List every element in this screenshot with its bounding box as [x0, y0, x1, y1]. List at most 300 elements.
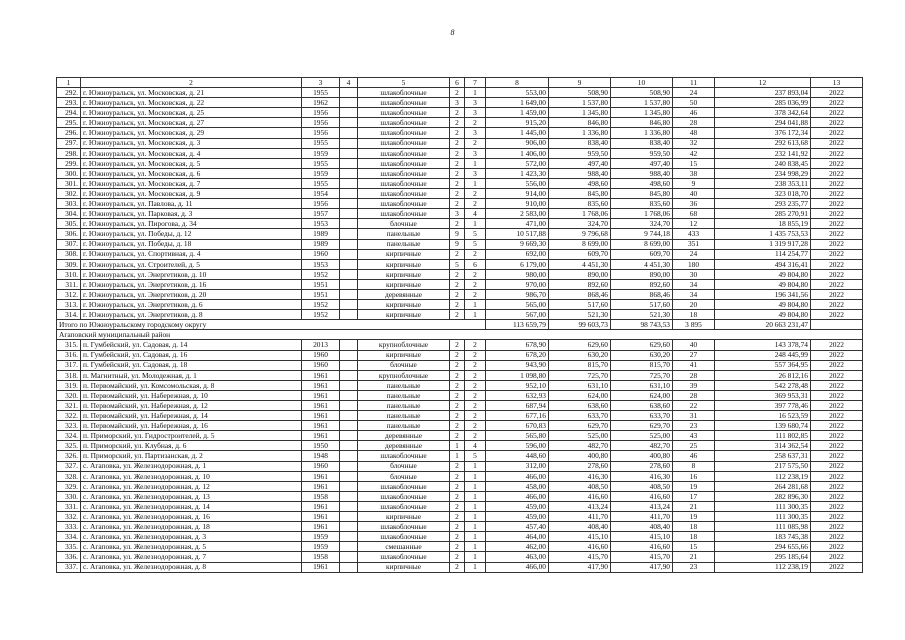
table-cell: 1 336,80	[549, 128, 611, 138]
table-cell: 2022	[811, 168, 863, 178]
table-cell: 725,70	[549, 370, 611, 380]
table-row	[57, 431, 863, 441]
table-cell: 3	[465, 128, 486, 138]
table-cell: 32	[673, 138, 715, 148]
table-cell: 464,00	[486, 532, 549, 542]
table-cell	[340, 370, 358, 380]
table-row	[57, 148, 863, 158]
table-cell: 217 575,50	[715, 461, 811, 471]
table-cell: г. Южноуральск, ул. Парковая, д. 3	[81, 209, 302, 219]
table-cell	[340, 350, 358, 360]
table-cell: г. Южноуральск, ул. Энергетиков, д. 16	[81, 279, 302, 289]
table-cell: 112 238,19	[715, 471, 811, 481]
table-cell: 1961	[302, 471, 340, 481]
table-cell: кирпичные	[358, 259, 450, 269]
table-cell: 835,60	[549, 199, 611, 209]
table-cell	[340, 168, 358, 178]
table-cell: 293 235,77	[715, 199, 811, 209]
table-cell: 1989	[302, 239, 340, 249]
table-cell: 2022	[811, 98, 863, 108]
table-cell: 9	[673, 178, 715, 188]
table-cell	[340, 279, 358, 289]
table-cell: 5	[358, 78, 450, 88]
table-cell: 2	[450, 481, 465, 491]
table-cell: 24	[673, 249, 715, 259]
table-cell: 11	[673, 78, 715, 88]
table-cell: 1955	[302, 138, 340, 148]
table-cell	[340, 128, 358, 138]
table-cell: 15	[673, 158, 715, 168]
table-cell: 1952	[302, 269, 340, 279]
table-cell: 9 744,18	[611, 229, 673, 239]
table-cell: 327.	[57, 461, 81, 471]
table-cell: 411,70	[549, 512, 611, 522]
table-cell: п. Первомайский, ул. Комсомольская, д. 8	[81, 380, 302, 390]
table-cell: г. Южноуральск, ул. Московская, д. 29	[81, 128, 302, 138]
table-row	[57, 88, 863, 98]
table-cell: 2022	[811, 300, 863, 310]
table-cell: 1989	[302, 229, 340, 239]
table-cell: 319.	[57, 380, 81, 390]
table-cell: 416,60	[549, 542, 611, 552]
table-cell: 40	[673, 340, 715, 350]
table-cell: 1	[465, 88, 486, 98]
table-cell: 2	[450, 289, 465, 299]
table-cell: 2	[450, 350, 465, 360]
table-cell: п. Первомайский, ул. Набережная, д. 16	[81, 421, 302, 431]
table-cell: 5	[465, 451, 486, 461]
table-cell: 525,00	[611, 431, 673, 441]
table-row	[57, 360, 863, 370]
table-cell: 416,60	[611, 542, 673, 552]
table-cell: 1959	[302, 168, 340, 178]
table-cell: 23	[673, 421, 715, 431]
table-cell: 517,60	[611, 300, 673, 310]
table-cell: 1 649,00	[486, 98, 549, 108]
table-cell: 2022	[811, 360, 863, 370]
section-row	[57, 330, 863, 340]
table-cell: 1957	[302, 209, 340, 219]
table-row	[57, 219, 863, 229]
table-cell: 448,60	[486, 451, 549, 461]
table-cell: 1	[450, 441, 465, 451]
table-cell: Итого по Южноуральскому городскому округу	[57, 320, 486, 330]
table-cell: 8	[673, 461, 715, 471]
table-cell: 980,00	[486, 269, 549, 279]
table-cell: 1952	[302, 310, 340, 320]
table-cell: с. Агаповка, ул. Железнодорожная, д. 16	[81, 512, 302, 522]
table-cell: 5	[465, 229, 486, 239]
table-cell: 565,80	[486, 431, 549, 441]
table-cell: 26 812,16	[715, 370, 811, 380]
table-cell: 959,50	[611, 148, 673, 158]
table-cell: 2	[450, 88, 465, 98]
table-cell: 2	[465, 380, 486, 390]
table-cell: 3	[465, 98, 486, 108]
table-cell: кирпичные	[358, 350, 450, 360]
table-cell: 2	[465, 269, 486, 279]
table-cell	[340, 491, 358, 501]
table-cell: 1951	[302, 289, 340, 299]
table-cell: 12	[715, 78, 811, 88]
table-cell: 2022	[811, 340, 863, 350]
table-cell	[340, 451, 358, 461]
table-cell: 321.	[57, 401, 81, 411]
table-cell: 16 523,59	[715, 411, 811, 421]
table-cell: 294.	[57, 108, 81, 118]
table-cell: шлакоблочные	[358, 481, 450, 491]
table-cell: 278,60	[611, 461, 673, 471]
table-cell: 892,60	[549, 279, 611, 289]
table-cell: 278,60	[549, 461, 611, 471]
table-cell: 892,60	[611, 279, 673, 289]
table-cell: 725,70	[611, 370, 673, 380]
table-row	[57, 370, 863, 380]
table-cell: 415,70	[549, 552, 611, 562]
table-cell: 845,80	[611, 189, 673, 199]
table-cell: 970,00	[486, 279, 549, 289]
table-cell: 36	[673, 199, 715, 209]
table-cell: 914,00	[486, 189, 549, 199]
table-cell: 482,70	[549, 441, 611, 451]
table-cell: 326.	[57, 451, 81, 461]
table-cell: 312,00	[486, 461, 549, 471]
table-cell: 28	[673, 370, 715, 380]
table-cell: 46	[673, 451, 715, 461]
table-cell: п. Приморский, ул. Гидростроителей, д. 5	[81, 431, 302, 441]
table-row	[57, 178, 863, 188]
table-cell	[340, 380, 358, 390]
table-cell: 988,40	[549, 168, 611, 178]
table-cell: 7	[465, 78, 486, 88]
table-cell: 416,30	[549, 471, 611, 481]
table-cell: 417,90	[611, 562, 673, 572]
table-cell: 42	[673, 148, 715, 158]
table-cell: 248 445,99	[715, 350, 811, 360]
table-cell: 2	[450, 390, 465, 400]
table-cell: 845,80	[549, 189, 611, 199]
table-cell: 633,70	[611, 411, 673, 421]
table-row	[57, 491, 863, 501]
table-cell: 68	[673, 209, 715, 219]
table-cell: 1955	[302, 88, 340, 98]
table-cell: 415,70	[611, 552, 673, 562]
table-cell: 302.	[57, 189, 81, 199]
table-cell: 2022	[811, 88, 863, 98]
table-cell: 2	[450, 471, 465, 481]
table-cell: 408,40	[611, 522, 673, 532]
table-cell: 629,60	[611, 340, 673, 350]
table-cell: 408,50	[549, 481, 611, 491]
table-cell: 309.	[57, 259, 81, 269]
table-cell: 1953	[302, 259, 340, 269]
table-cell: 846,80	[611, 118, 673, 128]
table-cell: 890,00	[549, 269, 611, 279]
table-cell: 298.	[57, 148, 81, 158]
table-cell	[340, 501, 358, 511]
table-cell: г. Южноуральск, ул. Московская, д. 9	[81, 189, 302, 199]
table-cell: 99 603,73	[549, 320, 611, 330]
table-cell: 1	[465, 158, 486, 168]
table-cell: 9 796,68	[549, 229, 611, 239]
table-cell: 1952	[302, 300, 340, 310]
table-cell: 264 281,68	[715, 481, 811, 491]
table-cell: 1961	[302, 501, 340, 511]
table-cell: 2	[450, 542, 465, 552]
table-cell: 297.	[57, 138, 81, 148]
table-row	[57, 390, 863, 400]
table-cell: г. Южноуральск, ул. Победы, д. 18	[81, 239, 302, 249]
table-cell: 2	[465, 279, 486, 289]
table-cell: 6	[450, 78, 465, 88]
table-cell: 1960	[302, 461, 340, 471]
table-cell: г. Южноуральск, ул. Пирогова, д. 34	[81, 219, 302, 229]
table-cell: 306.	[57, 229, 81, 239]
table-cell: 39	[673, 380, 715, 390]
table-cell: 1956	[302, 118, 340, 128]
table-cell: п. Приморский, ул. Клубная, д. 6	[81, 441, 302, 451]
table-cell: 2	[450, 522, 465, 532]
table-cell: 1961	[302, 390, 340, 400]
table-cell: с. Агаповка, ул. Железнодорожная, д. 3	[81, 532, 302, 542]
table-cell: 8	[486, 78, 549, 88]
table-cell: п. Приморский, ул. Партизанская, д. 2	[81, 451, 302, 461]
table-cell: 1961	[302, 411, 340, 421]
table-cell: 497,40	[611, 158, 673, 168]
table-cell: 2022	[811, 118, 863, 128]
table-cell: 2	[465, 199, 486, 209]
table-cell: деревянные	[358, 431, 450, 441]
table-cell: 1961	[302, 401, 340, 411]
table-cell: 378 342,64	[715, 108, 811, 118]
table-cell: 411,70	[611, 512, 673, 522]
table-cell: 22	[673, 401, 715, 411]
table-cell: 2022	[811, 431, 863, 441]
table-cell: 351	[673, 239, 715, 249]
table-cell: 462,00	[486, 542, 549, 552]
table-cell: крупноблочные	[358, 370, 450, 380]
table-cell: с. Агаповка, ул. Железнодорожная, д. 14	[81, 501, 302, 511]
table-cell	[340, 249, 358, 259]
table-cell: шлакоблочные	[358, 532, 450, 542]
table-cell: с. Агаповка, ул. Железнодорожная, д. 1	[81, 461, 302, 471]
table-cell: 1 435 753,53	[715, 229, 811, 239]
table-cell: 466,00	[486, 562, 549, 572]
table-cell: 18	[673, 522, 715, 532]
table-cell: 1961	[302, 512, 340, 522]
table-cell: 1951	[302, 279, 340, 289]
table-cell: 986,70	[486, 289, 549, 299]
table-cell: 304.	[57, 209, 81, 219]
table-cell: 1	[465, 310, 486, 320]
table-cell: с. Агаповка, ул. Железнодорожная, д. 13	[81, 491, 302, 501]
table-cell: 1956	[302, 108, 340, 118]
table-row	[57, 189, 863, 199]
table-cell: 910,00	[486, 199, 549, 209]
table-cell: 17	[673, 491, 715, 501]
table-cell: 234 998,29	[715, 168, 811, 178]
table-cell: г. Южноуральск, ул. Энергетиков, д. 6	[81, 300, 302, 310]
table-cell: 1961	[302, 431, 340, 441]
table-cell: крупноблочные	[358, 340, 450, 350]
table-cell: 1	[465, 501, 486, 511]
table-cell: шлакоблочные	[358, 158, 450, 168]
table-cell: 525,00	[549, 431, 611, 441]
table-cell: панельные	[358, 390, 450, 400]
table-cell: 400,80	[549, 451, 611, 461]
table-cell	[340, 441, 358, 451]
table-cell: 408,50	[611, 481, 673, 491]
table-cell: 300.	[57, 168, 81, 178]
table-cell: 2	[450, 360, 465, 370]
table-cell: 2	[450, 108, 465, 118]
table-cell	[340, 289, 358, 299]
table-row	[57, 532, 863, 542]
table-cell: 40	[673, 189, 715, 199]
table-row	[57, 310, 863, 320]
table-row	[57, 98, 863, 108]
table-cell: 494 316,41	[715, 259, 811, 269]
table-cell	[340, 522, 358, 532]
table-cell: 988,40	[611, 168, 673, 178]
table-cell: г. Южноуральск, ул. Московская, д. 7	[81, 178, 302, 188]
table-cell: 49 804,80	[715, 310, 811, 320]
table-cell: 1950	[302, 441, 340, 451]
table-cell	[340, 199, 358, 209]
table-cell: 1 345,80	[549, 108, 611, 118]
table-cell: 408,40	[549, 522, 611, 532]
table-cell: 258 637,31	[715, 451, 811, 461]
table-cell: 1	[465, 542, 486, 552]
table-cell: 678,20	[486, 350, 549, 360]
table-cell: 2	[465, 411, 486, 421]
table-cell: 2022	[811, 209, 863, 219]
table-cell: 565,00	[486, 300, 549, 310]
housing-register-table	[56, 77, 863, 573]
table-cell: шлакоблочные	[358, 451, 450, 461]
table-cell: 815,70	[549, 360, 611, 370]
table-cell: п. Первомайский, ул. Набережная, д. 12	[81, 401, 302, 411]
table-cell: 2	[450, 300, 465, 310]
table-cell: 49 804,80	[715, 279, 811, 289]
table-cell: 4	[465, 209, 486, 219]
table-cell: 2	[450, 532, 465, 542]
table-cell: 23	[673, 562, 715, 572]
table-cell: г. Южноуральск, ул. Московская, д. 3	[81, 138, 302, 148]
table-cell: 294 655,66	[715, 542, 811, 552]
table-cell: с. Агаповка, ул. Железнодорожная, д. 7	[81, 552, 302, 562]
table-cell: 609,70	[549, 249, 611, 259]
table-cell: 20	[673, 300, 715, 310]
table-cell: 1	[450, 451, 465, 461]
table-cell: 457,40	[486, 522, 549, 532]
table-cell: 369 953,31	[715, 390, 811, 400]
table-cell: 835,60	[611, 199, 673, 209]
table-cell: 2022	[811, 481, 863, 491]
table-cell: 572,00	[486, 158, 549, 168]
table-cell: 631,10	[611, 380, 673, 390]
table-cell: 1961	[302, 421, 340, 431]
table-cell: г. Южноуральск, ул. Энергетиков, д. 8	[81, 310, 302, 320]
table-cell: 2022	[811, 501, 863, 511]
table-cell: 285 270,91	[715, 209, 811, 219]
table-cell: 114 254,77	[715, 249, 811, 259]
table-cell: шлакоблочные	[358, 108, 450, 118]
table-cell: кирпичные	[358, 512, 450, 522]
table-cell: 415,10	[611, 532, 673, 542]
table-cell: 299.	[57, 158, 81, 168]
table-cell: 303.	[57, 199, 81, 209]
table-cell: 687,94	[486, 401, 549, 411]
table-row	[57, 401, 863, 411]
table-cell: 19	[673, 481, 715, 491]
table-cell: 1953	[302, 219, 340, 229]
table-cell: 324,70	[611, 219, 673, 229]
table-cell: 2022	[811, 178, 863, 188]
table-cell: панельные	[358, 239, 450, 249]
table-row	[57, 108, 863, 118]
table-cell: 868,46	[549, 289, 611, 299]
table-cell: 296.	[57, 128, 81, 138]
table-cell: 868,46	[611, 289, 673, 299]
table-cell: 459,00	[486, 501, 549, 511]
table-cell: 1 336,80	[611, 128, 673, 138]
table-cell: 323 018,70	[715, 189, 811, 199]
table-cell: 143 378,74	[715, 340, 811, 350]
table-cell	[340, 300, 358, 310]
table-row	[57, 411, 863, 421]
table-cell: 3	[465, 168, 486, 178]
table-cell: 1 537,80	[611, 98, 673, 108]
table-cell: г. Южноуральск, ул. Московская, д. 5	[81, 158, 302, 168]
table-cell	[340, 209, 358, 219]
table-cell: 1	[465, 491, 486, 501]
table-cell: 2022	[811, 138, 863, 148]
table-cell: 915,20	[486, 118, 549, 128]
table-cell: 2 583,00	[486, 209, 549, 219]
table-cell: 2022	[811, 370, 863, 380]
table-cell: 10	[611, 78, 673, 88]
table-cell: 313.	[57, 300, 81, 310]
table-cell	[340, 178, 358, 188]
table-cell: 8 699,00	[611, 239, 673, 249]
table-cell: 323.	[57, 421, 81, 431]
table-cell	[340, 259, 358, 269]
table-cell: 1958	[302, 552, 340, 562]
table-cell: п. Первомайский, ул. Набережная, д. 10	[81, 390, 302, 400]
table-cell: 943,90	[486, 360, 549, 370]
table-cell: 498,60	[611, 178, 673, 188]
table-cell: 508,90	[611, 88, 673, 98]
table-cell: 629,60	[549, 340, 611, 350]
table-cell: 2	[465, 350, 486, 360]
table-cell: 324.	[57, 431, 81, 441]
table-cell: г. Южноуральск, ул. Московская, д. 25	[81, 108, 302, 118]
table-cell: шлакоблочные	[358, 522, 450, 532]
table-cell: 240 838,45	[715, 158, 811, 168]
table-cell	[340, 401, 358, 411]
table-cell: 1960	[302, 350, 340, 360]
table-cell: 332.	[57, 512, 81, 522]
table-cell: 18	[673, 532, 715, 542]
table-cell: шлакоблочные	[358, 128, 450, 138]
table-cell: 328.	[57, 471, 81, 481]
table-cell: г. Южноуральск, ул. Московская, д. 27	[81, 118, 302, 128]
table-cell: 8 699,00	[549, 239, 611, 249]
table-cell: 2	[450, 461, 465, 471]
table-cell: блочные	[358, 360, 450, 370]
table-cell: 232 141,92	[715, 148, 811, 158]
